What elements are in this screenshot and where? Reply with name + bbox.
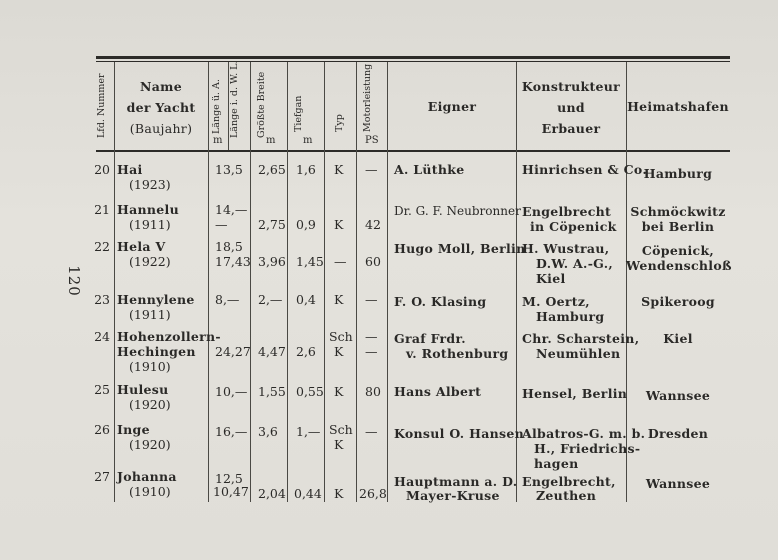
engine-power: —	[365, 292, 378, 307]
builder: Hinrichsen & Co.	[522, 162, 647, 177]
beam: 2,65	[258, 162, 286, 177]
draft: 0,44	[294, 486, 322, 501]
top-rule-thin	[96, 61, 730, 62]
yacht-name: Hohenzollern-	[117, 329, 221, 344]
beam: 2,—	[258, 292, 283, 307]
home-port: Wannsee	[645, 476, 711, 491]
type: K	[334, 437, 344, 452]
type: —	[334, 254, 347, 269]
unit-m: m	[303, 135, 313, 146]
build-year: (1911)	[129, 217, 171, 232]
builder: Kiel	[536, 271, 566, 286]
builder: H. Wustrau,	[522, 241, 610, 256]
header-breite: Größte Breite	[256, 71, 267, 138]
home-port: Spikeroog	[641, 294, 715, 309]
build-year: (1910)	[129, 359, 171, 374]
yacht-name: Hulesu	[117, 382, 169, 397]
length: 8,—	[215, 292, 240, 307]
type: K	[334, 292, 344, 307]
type: K	[334, 486, 344, 501]
yacht-name: Hechingen	[117, 344, 196, 359]
draft: 1,45	[296, 254, 324, 269]
owner: Hauptmann a. D.	[394, 474, 518, 489]
owner: F. O. Klasing	[394, 294, 487, 309]
header-heimatshafen: Heimatshafen	[627, 99, 729, 114]
builder: Hensel, Berlin	[522, 386, 628, 401]
row-number: 23	[94, 292, 110, 307]
yacht-name: Inge	[117, 422, 150, 437]
top-rule	[96, 56, 730, 59]
home-port: Wendenschloß	[626, 258, 732, 273]
header-typ: Typ	[334, 114, 345, 132]
build-year: (1910)	[129, 484, 171, 499]
length: 12,5	[215, 471, 243, 486]
column-divider	[324, 62, 325, 502]
length-waterline: —	[215, 217, 228, 232]
header-rule	[96, 150, 730, 152]
home-port: bei Berlin	[641, 219, 715, 234]
type: K	[334, 162, 344, 177]
builder: D.W. A.-G.,	[536, 256, 614, 271]
row-number: 21	[94, 202, 110, 217]
owner: v. Rothenburg	[406, 346, 509, 361]
column-divider	[387, 62, 388, 502]
builder: in Cöpenick	[530, 219, 617, 234]
yacht-name: Hennylene	[117, 292, 195, 307]
owner: Hans Albert	[394, 384, 482, 399]
beam: 1,55	[258, 384, 286, 399]
length: 18,5	[215, 239, 243, 254]
engine-power: 26,8	[359, 486, 387, 501]
builder: M. Oertz,	[522, 294, 590, 309]
type: K	[334, 384, 344, 399]
builder: Albatros-G. m. b.	[522, 426, 646, 441]
column-divider	[356, 62, 357, 502]
header-lfd-nummer: Lfd. Nummer	[96, 73, 107, 138]
length: 10,—	[215, 384, 248, 399]
row-number: 25	[94, 382, 110, 397]
beam: 2,04	[258, 486, 286, 501]
builder: H., Friedrichs-	[534, 441, 641, 456]
home-port: Wannsee	[645, 388, 711, 403]
beam: 3,96	[258, 254, 286, 269]
owner: Graf Frdr.	[394, 331, 466, 346]
builder: hagen	[534, 456, 579, 471]
builder: Neumühlen	[536, 346, 621, 361]
engine-power: —	[365, 424, 378, 439]
draft: 0,9	[296, 217, 316, 232]
column-divider	[208, 62, 209, 502]
owner: Mayer-Kruse	[406, 488, 500, 503]
type: K	[334, 344, 344, 359]
build-year: (1923)	[129, 177, 171, 192]
builder: Engelbrecht	[522, 204, 612, 219]
draft: 0,4	[296, 292, 316, 307]
build-year: (1920)	[129, 397, 171, 412]
home-port: Schmöckwitz	[630, 204, 726, 219]
build-year: (1920)	[129, 437, 171, 452]
header-name: Name der Yacht (Baujahr)	[126, 79, 196, 136]
header-laenge-ueber-alles: Länge ü. A.	[211, 79, 222, 134]
type: Sch	[329, 422, 353, 437]
unit-ps: PS	[365, 135, 379, 146]
length: 24,27	[215, 344, 251, 359]
page-number: 120	[64, 265, 83, 297]
draft: 1,6	[296, 162, 316, 177]
yacht-name: Hai	[117, 162, 143, 177]
draft: 2,6	[296, 344, 316, 359]
owner: Konsul O. Hansen	[394, 426, 524, 441]
unit-m: m	[266, 135, 276, 146]
header-eigner: Eigner	[427, 99, 477, 114]
beam: 3,6	[258, 424, 278, 439]
engine-power: —	[365, 329, 378, 344]
engine-power: —	[365, 344, 378, 359]
length-waterline: 17,43	[215, 254, 251, 269]
column-divider	[250, 62, 251, 502]
home-port: Hamburg	[643, 166, 713, 181]
yacht-name: Johanna	[117, 469, 177, 484]
row-number: 20	[94, 162, 110, 177]
engine-power: 80	[365, 384, 381, 399]
owner: Hugo Moll, Berlin	[394, 241, 526, 256]
builder: Engelbrecht,	[522, 474, 616, 489]
row-number: 26	[94, 422, 110, 437]
header-tiefgang: Tiefgan	[293, 95, 304, 132]
row-number: 24	[94, 329, 110, 344]
engine-power: —	[365, 162, 378, 177]
yacht-name: Hannelu	[117, 202, 179, 217]
row-number: 22	[94, 239, 110, 254]
draft: 0,55	[296, 384, 324, 399]
length: 16,—	[215, 424, 248, 439]
builder: Zeuthen	[536, 488, 597, 503]
builder: Hamburg	[536, 309, 605, 324]
type: Sch	[329, 329, 353, 344]
build-year: (1922)	[129, 254, 171, 269]
length-waterline: 10,47	[213, 484, 249, 499]
beam: 4,47	[258, 344, 286, 359]
type: K	[334, 217, 344, 232]
owner: A. Lüthke	[394, 162, 465, 177]
unit-m: m	[213, 135, 223, 146]
column-divider	[287, 62, 288, 502]
row-number: 27	[94, 469, 110, 484]
builder: Chr. Scharstein,	[522, 331, 640, 346]
header-laenge-wasserlinie: Länge i. d. W. L.	[229, 60, 240, 138]
engine-power: 60	[365, 254, 381, 269]
length: 14,—	[215, 202, 248, 217]
draft: 1,—	[296, 424, 321, 439]
length: 13,5	[215, 162, 243, 177]
home-port: Kiel	[663, 331, 693, 346]
header-motor: Motorleistung	[362, 63, 373, 132]
home-port: Dresden	[647, 426, 709, 441]
owner: Dr. G. F. Neubronner	[394, 204, 521, 218]
beam: 2,75	[258, 217, 286, 232]
engine-power: 42	[365, 217, 381, 232]
header-konstrukteur: Konstrukteur und Erbauer	[521, 79, 621, 136]
build-year: (1911)	[129, 307, 171, 322]
yacht-name: Hela V	[117, 239, 166, 254]
home-port: Cöpenick,	[641, 243, 715, 258]
